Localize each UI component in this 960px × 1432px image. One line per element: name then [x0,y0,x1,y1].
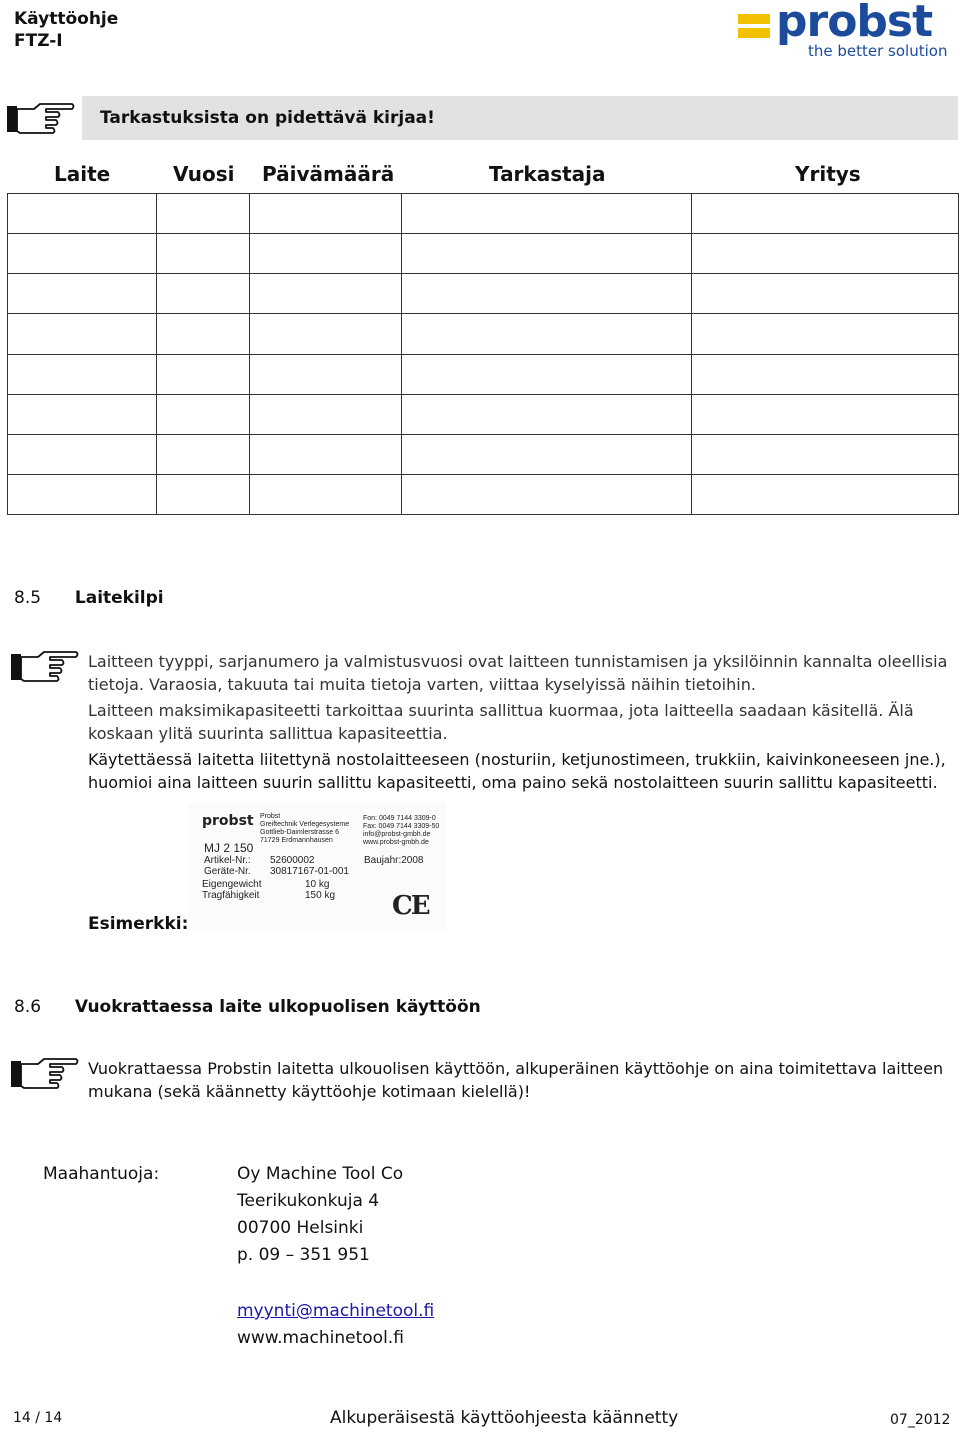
probst-logo [738,0,948,62]
table-cell [8,394,157,434]
pointing-hand-icon [6,100,76,138]
plate-baujahr: Baujahr:2008 [364,855,424,866]
importer-street: Teerikukonkuja 4 [237,1191,380,1211]
section-number: 8.5 [14,588,42,608]
table-cell [401,394,692,434]
column-header-tarkastaja: Tarkastaja [489,162,606,186]
column-header-vuosi: Vuosi [173,162,235,186]
plate-artikel-label: Artikel-Nr.: [204,855,251,866]
logo-tagline: the better solution [808,42,948,60]
table-cell [249,394,401,434]
table-cell [156,274,249,314]
table-cell [401,234,692,274]
importer-address [237,1161,403,1269]
importer-website: www.machinetool.fi [237,1328,404,1348]
table-cell [692,394,959,434]
column-header-laite: Laite [54,162,111,186]
table-cell [249,194,401,234]
table-row [8,434,959,474]
table-cell [692,234,959,274]
table-row [8,194,959,234]
example-label: Esimerkki: [88,914,189,934]
section-8-6-heading [14,997,481,1017]
table-cell [8,194,157,234]
table-cell [692,274,959,314]
table-row [8,474,959,514]
document-date: 07_2012 [890,1412,951,1428]
table-cell [249,234,401,274]
table-row [8,274,959,314]
logo-word: probst [776,0,933,47]
table-cell [249,474,401,514]
importer-company: Oy Machine Tool Co [237,1164,404,1184]
table-cell [401,354,692,394]
column-header-paivamaara: Päivämäärä [262,162,395,186]
title-line-1: Käyttöohje [14,9,119,29]
table-row [8,314,959,354]
table-cell [8,434,157,474]
plate-eigengewicht-label: Eigengewicht [202,879,262,890]
table-row [8,394,959,434]
table-cell [249,434,401,474]
section-title: Vuokrattaessa laite ulkopuolisen käyttöön [74,997,481,1017]
table-cell [692,314,959,354]
section-8-5-heading [14,588,164,608]
plate-eigengewicht-value: 10 kg [305,879,330,890]
table-cell [156,314,249,354]
title-line-2: FTZ-I [14,31,63,51]
importer-city: 00700 Helsinki [237,1218,364,1238]
lifting-device-paragraph: Käytettäessä laitetta liitettynä nostolaitteeseen (nosturiin, ketjunostimeen, trukkiin, kaivinkoneeseen jne.), huomioi aina laitteen suurin sallittu kapasiteetti, oma paino sekä nostolaitteen suurin sallittu kapasiteetti. [88,750,946,792]
plate-tragfaehigkeit-value: 150 kg [305,890,336,901]
table-cell [8,314,157,354]
plate-contact: Fon: 0049 7144 3309-0 Fax: 0049 7144 3309-50 info@probst-gmbh.de www.probst-gmbh.de [363,815,440,846]
table-cell [692,474,959,514]
table-cell [156,194,249,234]
table-cell [401,474,692,514]
table-cell [401,274,692,314]
table-cell [692,354,959,394]
logo-bar-bottom [738,28,770,38]
pointing-hand-icon [10,648,80,686]
importer-email-link[interactable]: myynti@machinetool.fi [237,1301,435,1321]
table-cell [692,194,959,234]
importer-label: Maahantuoja: [43,1164,160,1184]
rental-paragraph: Vuokrattaessa Probstin laitetta ulkouolisen käyttöön, alkuperäinen käyttöohje on aina toimitettava laitteen mukana (sekä käännetty käyttöohje kotimaan kielellä)! [88,1059,944,1101]
translation-note: Alkuperäisestä käyttöohjeesta käännetty [330,1408,679,1428]
table-cell [8,354,157,394]
table-cell [156,354,249,394]
table-cell [401,434,692,474]
nameplate-info-paragraph: Laitteen tyyppi, sarjanumero ja valmistusvuosi ovat laitteen tunnistamisen ja yksilöinnin kannalta oleellisia tietoja. Varaosia, takuuta tai muita tietoja varten, viittaa kyselyissä näihin tietoihin. [88,652,948,694]
table-cell [156,434,249,474]
plate-artikel-value: 52600002 [270,855,315,866]
table-cell [8,474,157,514]
pointing-hand-icon [10,1055,80,1093]
table-cell [156,234,249,274]
table-cell [8,274,157,314]
table-cell [401,314,692,354]
ce-mark-icon: CE [392,891,429,921]
table-cell [156,394,249,434]
table-cell [249,314,401,354]
plate-brand: probst [202,813,254,829]
table-row [8,234,959,274]
page-number: 14 / 14 [13,1410,63,1426]
plate-geraete-label: Geräte-Nr. [204,866,251,877]
section-number: 8.6 [14,997,42,1017]
table-cell [156,474,249,514]
capacity-paragraph: Laitteen maksimikapasiteetti tarkoittaa suurinta sallittua kuormaa, jota laitteella saadaan käsitellä. Älä koskaan ylitä suurinta sallittua kapasiteettia. [88,701,914,743]
plate-geraete-value: 30817167-01-001 [270,866,349,877]
document-title [14,8,118,52]
table-cell [249,274,401,314]
nameplate-image [188,803,446,931]
table-cell [692,434,959,474]
importer-phone: p. 09 – 351 951 [237,1245,370,1265]
table-cell [249,354,401,394]
plate-model: MJ 2 150 [204,841,254,855]
section-title: Laitekilpi [74,588,164,608]
column-header-yritys: Yritys [795,162,861,186]
table-cell [401,194,692,234]
table-cell [8,234,157,274]
logo-bar-top [738,14,770,24]
plate-company: Probst Greiftechnik Verlegesysteme Gottlieb-Daimlerstrasse 6 71729 Erdmannhausen [260,813,350,844]
record-notice: Tarkastuksista on pidettävä kirjaa! [100,108,435,128]
plate-tragfaehigkeit-label: Tragfähigkeit [202,890,260,901]
table-row [8,354,959,394]
inspection-record-table [7,193,959,515]
